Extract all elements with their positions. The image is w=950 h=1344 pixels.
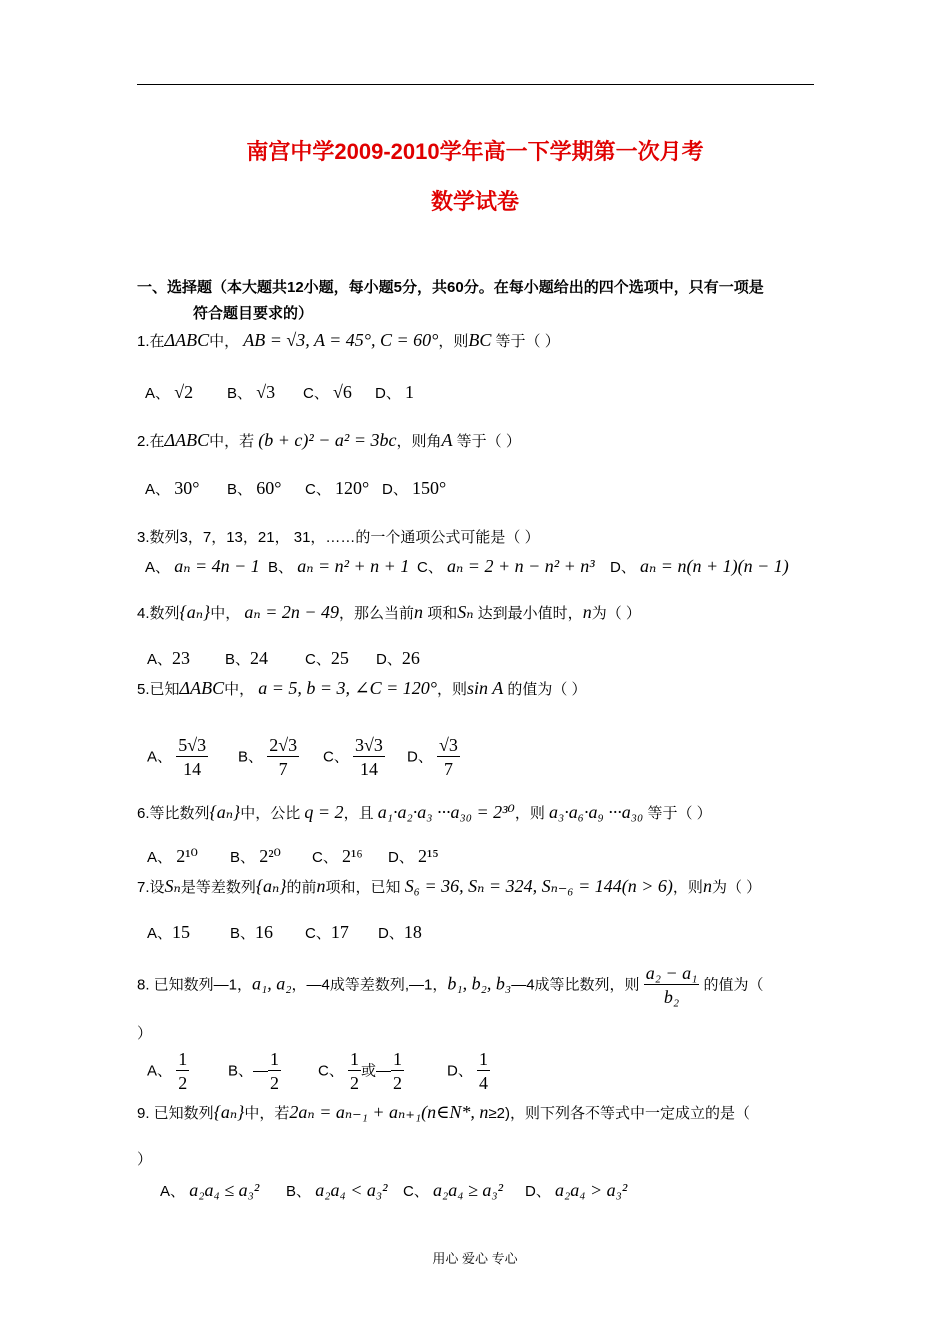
q5-expr: ΔABC (179, 678, 225, 698)
q8-text: —4成等比数列，则 (511, 976, 640, 994)
question-8-cont: ） (137, 1025, 153, 1042)
q9-option-a: A、 a₂a₄ ≤ a₃² (160, 1180, 260, 1200)
q2-option-d: D、 150° (382, 478, 447, 498)
q8-option-b: B、— $\frac{1}{2}$ (228, 1049, 280, 1093)
q5-text: 中， (224, 681, 255, 698)
q4-expr: Sₙ (457, 602, 474, 622)
q4-option-c: C、25 (305, 648, 349, 668)
q1-text: 中， (209, 333, 240, 350)
q2-expr: ΔABC (164, 430, 210, 450)
q4-text: ，那么当前 (339, 605, 415, 622)
q1-option-a: A、 √2 (145, 382, 194, 402)
q6-text: 等于（ ） (647, 805, 712, 822)
q5-expr: sin A (467, 678, 504, 698)
q9-expr: {aₙ} (213, 1102, 245, 1122)
q6-expr: a₁·a₂·a₃ ···a₃₀ = 2³⁰ (377, 802, 515, 822)
q8-fraction: $\frac{\text{a₂ − a₁}}{\text{b₂}}$ (645, 963, 698, 1007)
q1-expr: ΔABC (164, 330, 210, 350)
q6-expr: a₃·a₆·a₉ ···a₃₀ (549, 802, 644, 822)
question-2 (137, 430, 521, 451)
q1-option-d: D、 1 (375, 382, 415, 402)
q4-text: 中， (210, 605, 241, 622)
q4-text: 达到最小值时， (477, 605, 583, 622)
q7-expr: n (316, 876, 326, 896)
q7-expr: {aₙ} (255, 876, 287, 896)
page-footer: 用心 爱心 专心 (432, 1251, 518, 1266)
q6-option-b: B、 2²⁰ (230, 846, 281, 866)
q4-expr: n (582, 602, 592, 622)
q4-expr: {aₙ} (179, 602, 211, 622)
q4-expr: n (414, 602, 424, 622)
q7-expr: S₆ = 36, Sₙ = 324, Sₙ₋₆ = 144(n > 6) (404, 876, 673, 896)
question-9 (137, 1102, 750, 1123)
q3-option-b: B、 aₙ = n² + n + 1 (268, 556, 410, 576)
q1-expr: AB = √3, A = 45°, C = 60° (243, 330, 439, 350)
q9-option-d: D、 a₂a₄ > a₃² (525, 1180, 628, 1200)
q9-option-b: B、 a₂a₄ < a₃² (286, 1180, 388, 1200)
q5-option-b: B、 $\frac{2√3}{7}$ (238, 735, 298, 779)
q9-expr: 2aₙ = aₙ₋₁ + aₙ₊₁(n∈N*, n (289, 1102, 489, 1122)
q7-option-d: D、18 (378, 922, 422, 942)
question-4 (137, 602, 641, 623)
q8-option-c: C、 $\frac{1}{2}$ 或— $\frac{1}{2}$ (318, 1049, 403, 1093)
q4-option-b: B、24 (225, 648, 269, 668)
q2-option-b: B、 60° (227, 478, 282, 498)
q5-text: ，则 (437, 681, 468, 698)
question-1 (137, 330, 560, 351)
header-rule (137, 84, 814, 85)
q7-text: ，则 (672, 879, 703, 896)
q6-expr: q = 2 (304, 802, 344, 822)
q2-text: ，则角 (396, 433, 442, 450)
q2-expr: A (441, 430, 453, 450)
q7-text: 7.设 (137, 879, 165, 896)
q7-text: 为（ ） (711, 879, 762, 896)
q7-expr: n (702, 876, 712, 896)
question-8 (137, 962, 764, 1009)
q9-text: ≥2)，则下列各不等式中一定成立的是（ (488, 1105, 751, 1122)
q5-text: 的值为（ ） (507, 681, 587, 698)
q5-text: 5.已知 (137, 681, 180, 698)
q2-text: 2.在 (137, 433, 165, 450)
q4-option-a: A、23 (147, 648, 191, 668)
q7-text: 项和，已知 (325, 879, 401, 896)
q6-text: ，则 (514, 805, 545, 822)
question-7 (137, 876, 761, 897)
q4-option-d: D、26 (376, 648, 420, 668)
q3-option-d: D、 aₙ = n(n + 1)(n − 1) (610, 556, 789, 576)
q6-expr: {aₙ} (209, 802, 241, 822)
q6-text: 6.等比数列 (137, 805, 210, 822)
q8-text: 8. 已知数列—1， (137, 976, 253, 994)
q7-expr: Sₙ (164, 876, 181, 896)
section-heading: 一、选择题（本大题共12小题，每小题5分，共60分。在每小题给出的四个选项中，只有一项是 (137, 279, 764, 296)
q9-text: 9. 已知数列 (137, 1105, 214, 1122)
q1-option-b: B、 √3 (227, 382, 276, 402)
q8-expr: a₁, a₂ (252, 973, 292, 994)
q4-text: 为（ ） (591, 605, 641, 622)
q5-expr: a = 5, b = 3, ∠C = 120° (258, 678, 437, 698)
q8-text: 的值为（ (703, 976, 764, 994)
q1-expr: BC (468, 330, 492, 350)
question-3: 3.数列3，7，13，21， 31，……的一个通项公式可能是（ ） (137, 529, 540, 546)
q4-text: 项和 (427, 605, 458, 622)
page-title: 南宫中学2009-2010学年高一下学期第一次月考 (246, 139, 704, 164)
page-subtitle: 数学试卷 (430, 189, 519, 214)
q4-expr: aₙ = 2n − 49 (244, 602, 339, 622)
q6-text: 中，公比 (240, 805, 301, 822)
q7-option-c: C、17 (305, 922, 349, 942)
q4-text: 4.数列 (137, 605, 180, 622)
q1-option-c: C、 √6 (303, 382, 352, 402)
q6-option-a: A、 2¹⁰ (147, 846, 198, 866)
q2-expr: (b + c)² − a² = 3bc (258, 430, 397, 450)
q1-text: ，则 (438, 333, 469, 350)
q8-option-d: D、 $\frac{1}{4}$ (447, 1049, 489, 1093)
q7-text: 是等差数列 (180, 879, 256, 896)
q7-text: 的前 (286, 879, 317, 896)
q5-option-a: A、 $\frac{5√3}{14}$ (147, 735, 207, 779)
q1-text: 1.在 (137, 333, 165, 350)
q7-option-a: A、15 (147, 922, 191, 942)
q3-option-a: A、 aₙ = 4n − 1 (145, 556, 260, 576)
q2-text: 等于（ ） (456, 433, 521, 450)
q9-option-c: C、 a₂a₄ ≥ a₃² (403, 1180, 504, 1200)
q5-option-d: D、 $\frac{√3}{7}$ (407, 735, 458, 779)
question-5 (137, 678, 587, 699)
section-heading-cont: 符合题目要求的） (193, 305, 314, 322)
q1-text: 等于（ ） (495, 333, 560, 350)
q3-option-c: C、 aₙ = 2 + n − n² + n³ (417, 556, 595, 576)
q2-option-c: C、 120° (305, 478, 370, 498)
q6-text: ，且 (343, 805, 374, 822)
q5-option-c: C、 $\frac{3√3}{14}$ (323, 735, 383, 779)
q6-option-c: C、 2¹⁶ (312, 846, 363, 866)
q7-option-b: B、16 (230, 922, 274, 942)
q9-text: 中，若 (244, 1105, 290, 1122)
q2-option-a: A、 30° (145, 478, 200, 498)
q8-option-a: A、 $\frac{1}{2}$ (147, 1049, 188, 1093)
question-6 (137, 802, 712, 823)
q6-option-d: D、 2¹⁵ (388, 846, 439, 866)
question-9-cont: ） (137, 1151, 153, 1168)
q8-expr: b₁, b₂, b₃ (447, 973, 512, 994)
q8-text: ，—4成等差数列,—1， (291, 976, 448, 994)
q2-text: 中，若 (209, 433, 255, 450)
